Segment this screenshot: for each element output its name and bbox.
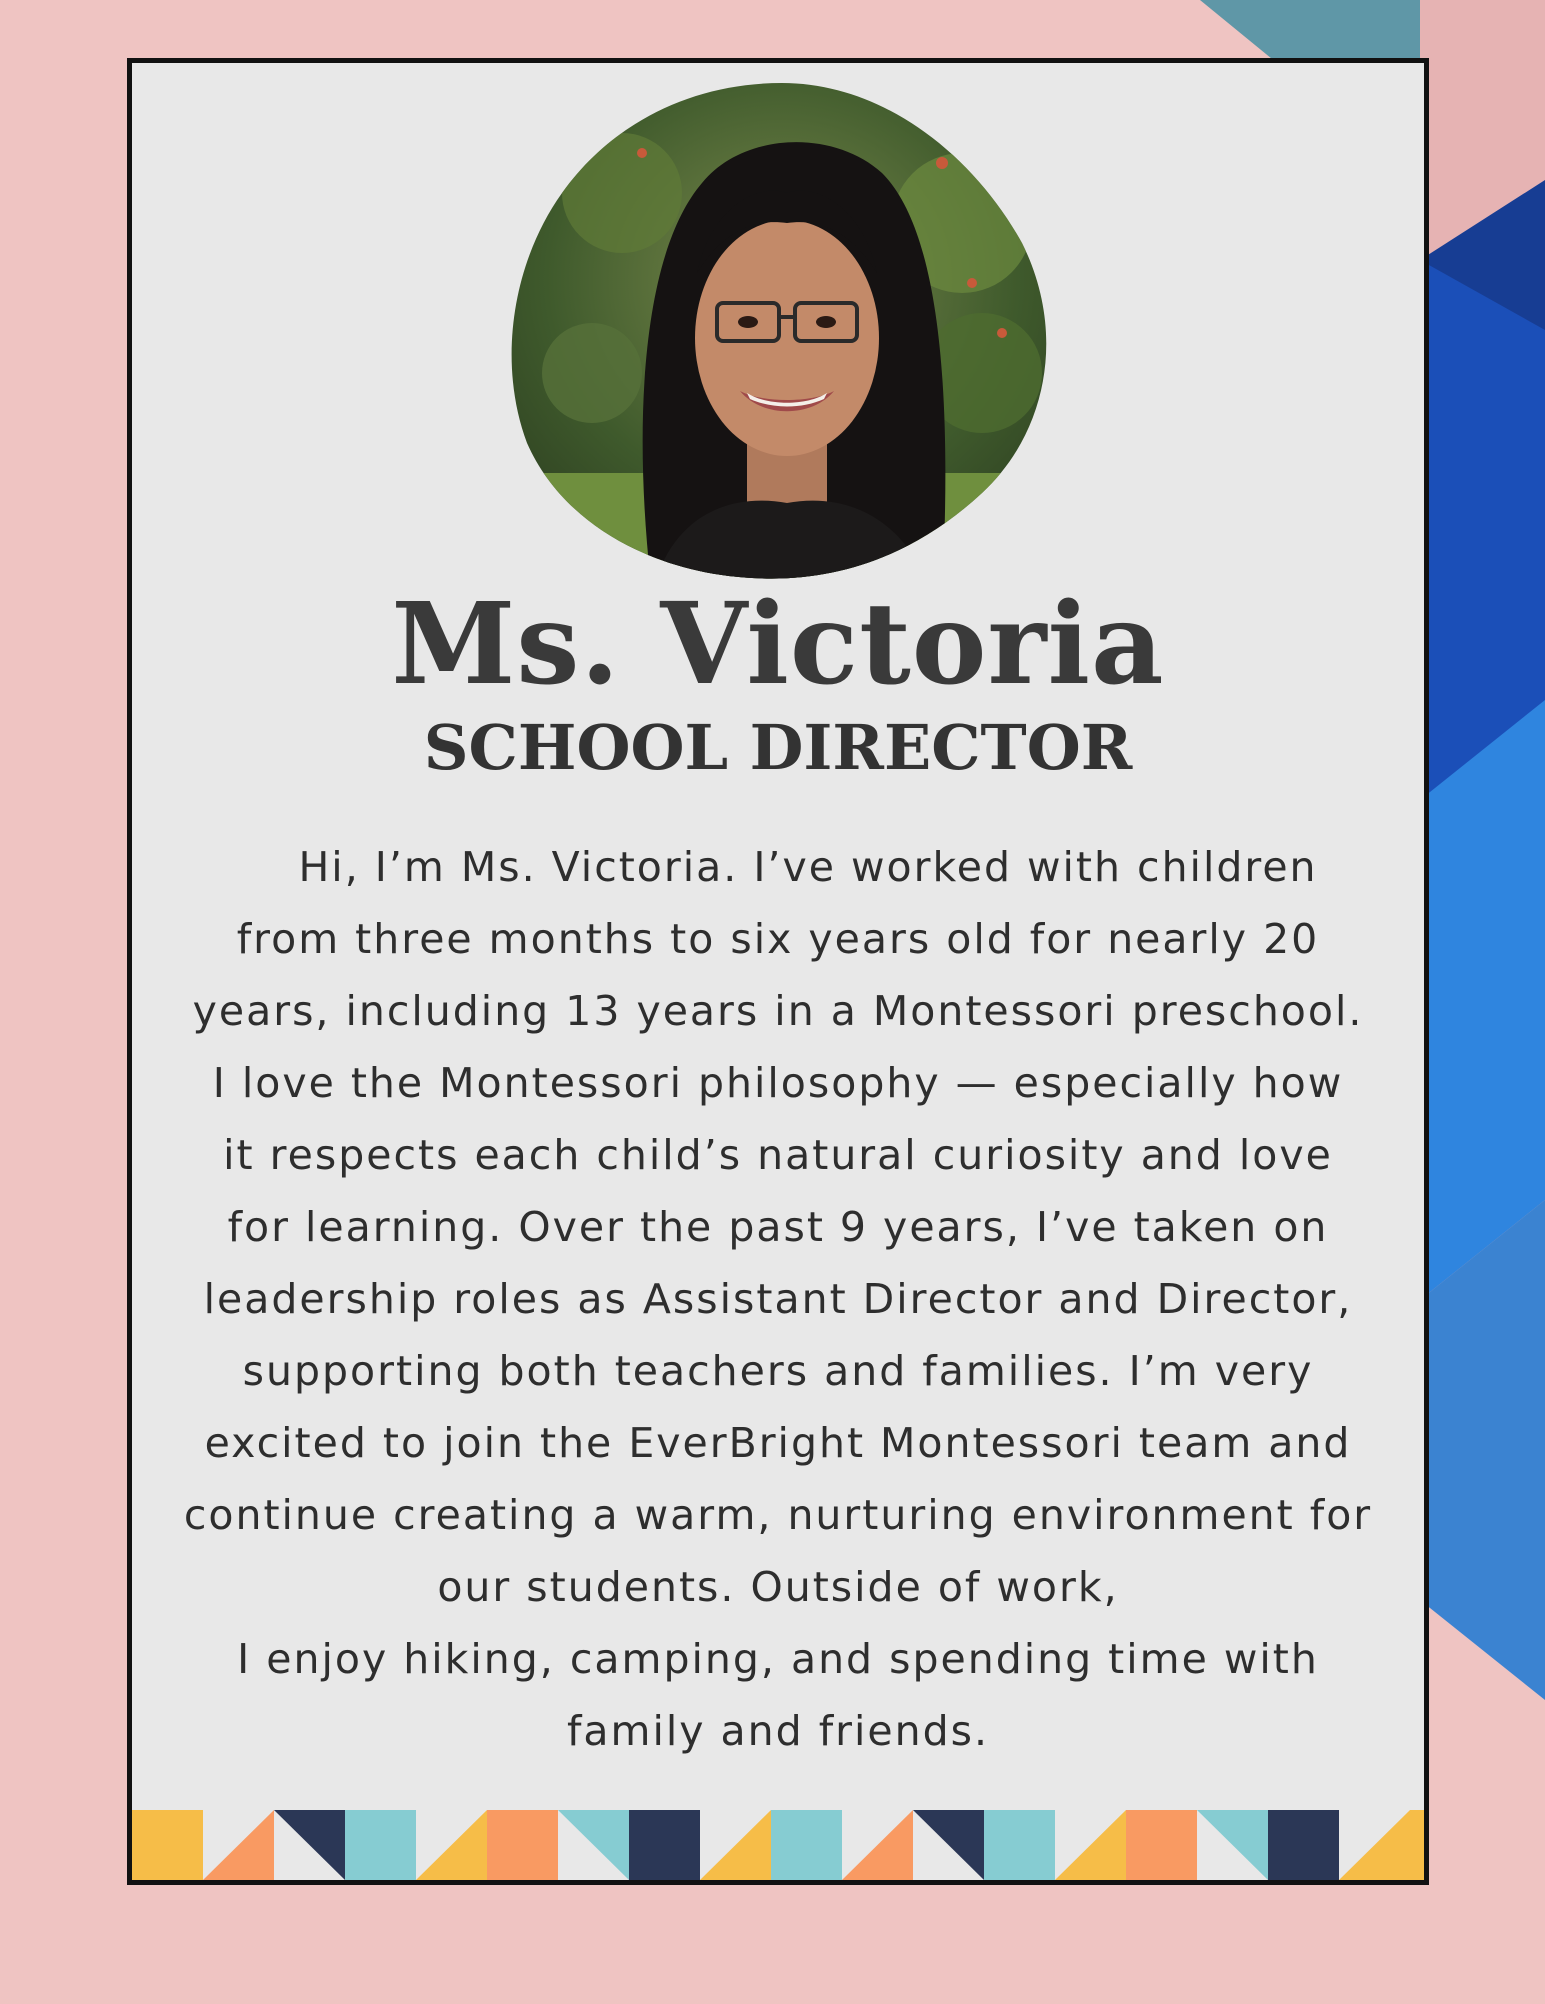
- profile-bio: [144, 831, 1412, 1767]
- bio-line: I enjoy hiking, camping, and spending time with: [237, 1635, 1319, 1683]
- bio-line: continue creating a warm, nurturing environment for: [183, 1491, 1373, 1539]
- bio-line: I love the Montessori philosophy — especially how: [212, 1059, 1344, 1107]
- bio-line: our students. Outside of work,: [437, 1563, 1119, 1611]
- bio-line: it respects each child’s natural curiosity and love: [223, 1131, 1333, 1179]
- profile-card: [127, 58, 1429, 1885]
- bio-line: from three months to six years old for nearly 20: [236, 915, 1320, 963]
- bio-line: supporting both teachers and families. I’m very: [242, 1347, 1314, 1395]
- bio-line: excited to join the EverBright Montessori team and: [204, 1419, 1352, 1467]
- bio-line: for learning. Over the past 9 years, I’ve taken on: [227, 1203, 1329, 1251]
- bio-line: leadership roles as Assistant Director and Director,: [203, 1275, 1353, 1323]
- profile-name: Ms. Victoria: [391, 579, 1165, 710]
- bio-line: Hi, I’m Ms. Victoria. I’ve worked with children: [298, 843, 1318, 891]
- bio-line: years, including 13 years in a Montessori preschool.: [192, 987, 1364, 1035]
- bio-line: family and friends.: [566, 1707, 990, 1755]
- geometric-pattern-border: [132, 1810, 1424, 1880]
- profile-role: SCHOOL DIRECTOR: [423, 711, 1133, 784]
- profile-photo: [502, 73, 1062, 591]
